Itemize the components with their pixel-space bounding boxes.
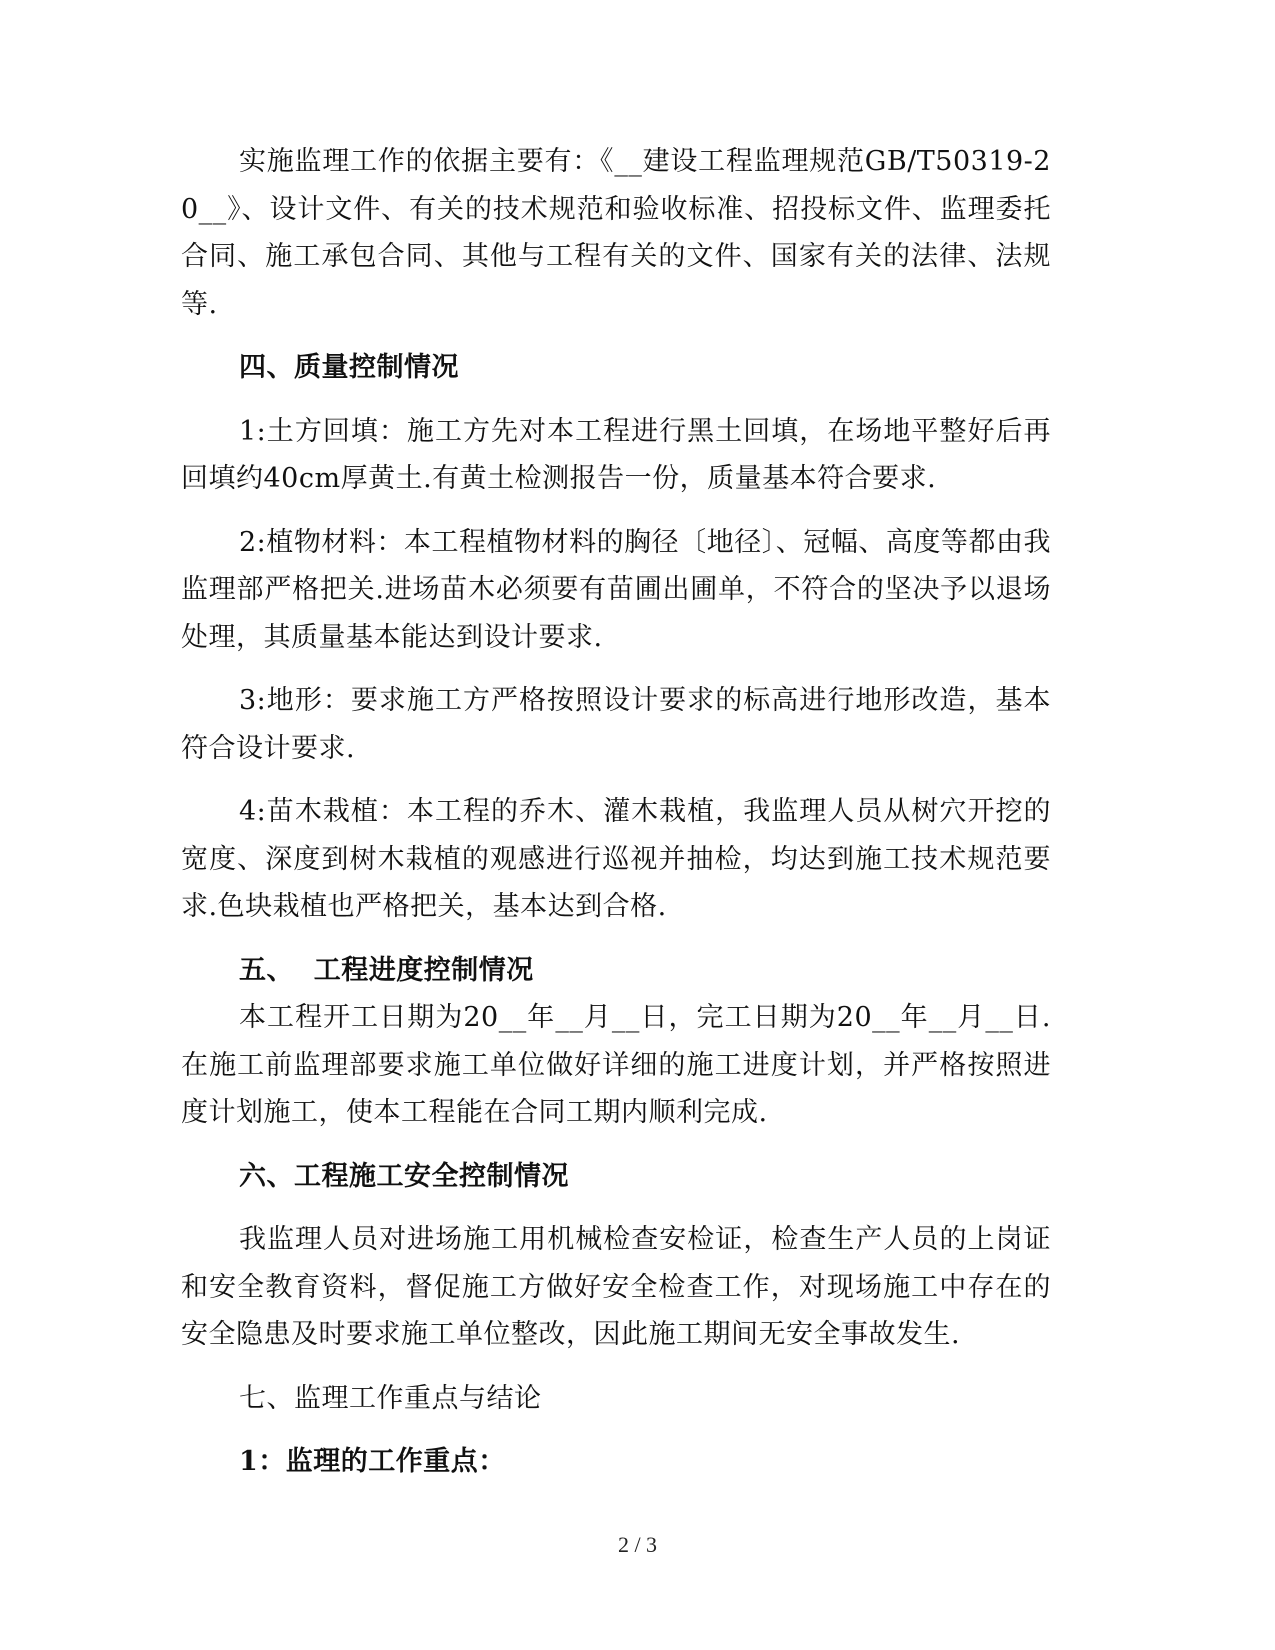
page-number: 2 / 3 (617, 1532, 658, 1557)
section-6-heading: 六、工程施工安全控制情况 (239, 1160, 569, 1192)
section-7-subheading-1: 1：监理的工作重点： (239, 1446, 506, 1477)
section-4-item-2: 2:植物材料：本工程植物材料的胸径〔地径〕、冠幅、高度等都由我监理部严格把关.进场苗木必须要有苗圃出圃单，不符合的坚决予以退场处理，其质量基本能达到设计要求. (181, 526, 1051, 653)
intro-paragraph: 实施监理工作的依据主要有：《__建设工程监理规范GB/T50319-20__》、设计文件、有关的技术规范和验收标准、招投标文件、监理委托合同、施工承包合同、其他与工程有关的文件、国家有关的法律、法规等. (181, 146, 1051, 320)
section-4-item-4: 4:苗木栽植：本工程的乔木、灌木栽植，我监理人员从树穴开挖的宽度、深度到树木栽植的观感进行巡视并抽检，均达到施工技术规范要求.色块栽植也严格把关，基本达到合格. (181, 796, 1051, 922)
section-5-heading: 五、 工程进度控制情况 (239, 954, 534, 986)
section-5-paragraph: 本工程开工日期为20__年__月__日，完工日期为20__年__月__日.在施工前监理部要求施工单位做好详细的施工进度计划，并严格按照进度计划施工，使本工程能在合同工期内顺利完成. (181, 1002, 1051, 1128)
section-4-item-1: 1:土方回填：施工方先对本工程进行黑土回填，在场地平整好后再回填约40cm厚黄土.有黄土检测报告一份，质量基本符合要求. (181, 415, 1051, 494)
document-body (181, 138, 1051, 1486)
section-4-heading: 四、质量控制情况 (239, 352, 459, 383)
section-7-heading: 七、监理工作重点与结论 (239, 1382, 542, 1414)
section-6-paragraph: 我监理人员对进场施工用机械检查安检证，检查生产人员的上岗证和安全教育资料，督促施工方做好安全检查工作，对现场施工中存在的安全隐患及时要求施工单位整改，因此施工期间无安全事故发生. (181, 1224, 1051, 1350)
section-4-item-3: 3:地形：要求施工方严格按照设计要求的标高进行地形改造，基本符合设计要求. (181, 685, 1051, 764)
